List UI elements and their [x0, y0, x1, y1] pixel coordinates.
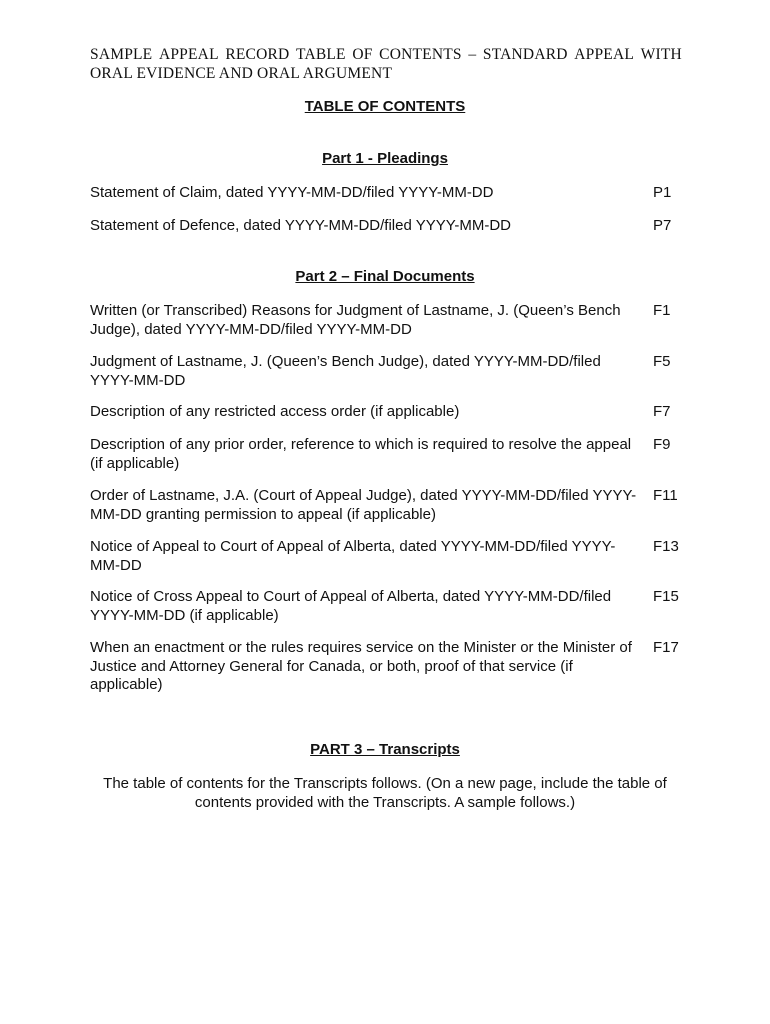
- entry-description: Notice of Cross Appeal to Court of Appeal of Alberta, dated YYYY-MM-DD/filed YYYY-MM-DD (if applicable): [90, 588, 612, 624]
- entry-page-ref: F1: [653, 302, 671, 319]
- entry-page-ref: P7: [653, 217, 672, 234]
- header-word: APPEAL: [574, 46, 635, 63]
- header-word: WITH: [640, 46, 682, 63]
- part3-heading: PART 3 – Transcripts: [310, 741, 460, 758]
- part2-heading: Part 2 – Final Documents: [295, 268, 475, 285]
- header-line-1: [90, 45, 682, 64]
- entry-page-ref: F7: [653, 403, 671, 420]
- entry-description: When an enactment or the rules requires service on the Minister or the Minister of Justice and Attorney General for Canada, or both, proof of that service (if applicable): [90, 639, 632, 693]
- entry-page-ref: F13: [653, 538, 679, 555]
- document-header: [90, 45, 682, 83]
- entry-page-ref: F17: [653, 639, 679, 656]
- entry-page-ref: P1: [653, 184, 672, 201]
- entry-description: Written (or Transcribed) Reasons for Judgment of Lastname, J. (Queen’s Bench Judge), dated YYYY-MM-DD/filed YYYY-MM-DD: [90, 302, 621, 338]
- header-word: RECORD: [225, 46, 290, 63]
- header-word: –: [468, 46, 477, 63]
- entry-description: Statement of Claim, dated YYYY-MM-DD/filed YYYY-MM-DD: [90, 184, 494, 201]
- header-word: OF: [352, 46, 373, 63]
- entry-description: Judgment of Lastname, J. (Queen’s Bench Judge), dated YYYY-MM-DD/filed YYYY-MM-DD: [90, 353, 601, 389]
- entry-description: Statement of Defence, dated YYYY-MM-DD/filed YYYY-MM-DD: [90, 217, 512, 234]
- part1-heading: Part 1 - Pleadings: [322, 150, 448, 167]
- entry-page-ref: F9: [653, 436, 671, 453]
- transcripts-note: The table of contents for the Transcripts follows. (On a new page, include the table of contents provided with the Transcripts. A sample follows.): [103, 775, 667, 811]
- entry-page-ref: F15: [653, 588, 679, 605]
- header-word: APPEAL: [158, 46, 219, 63]
- entry-page-ref: F5: [653, 353, 671, 370]
- entry-page-ref: F11: [653, 487, 678, 504]
- entry-description: Notice of Appeal to Court of Appeal of Alberta, dated YYYY-MM-DD/filed YYYY-MM-DD: [90, 538, 616, 574]
- header-word: SAMPLE: [90, 46, 153, 63]
- header-word: CONTENTS: [379, 46, 462, 63]
- entry-description: Description of any prior order, reference to which is required to resolve the appeal (if applicable): [90, 436, 632, 472]
- entry-description: Order of Lastname, J.A. (Court of Appeal Judge), dated YYYY-MM-DD/filed YYYY-MM-DD granting permission to appeal (if applicable): [90, 487, 637, 523]
- entry-description: Description of any restricted access order (if applicable): [90, 403, 460, 420]
- header-line-2: ORAL EVIDENCE AND ORAL ARGUMENT: [90, 65, 393, 82]
- header-word: TABLE: [296, 46, 346, 63]
- toc-title: TABLE OF CONTENTS: [304, 98, 466, 115]
- header-word: STANDARD: [482, 46, 568, 63]
